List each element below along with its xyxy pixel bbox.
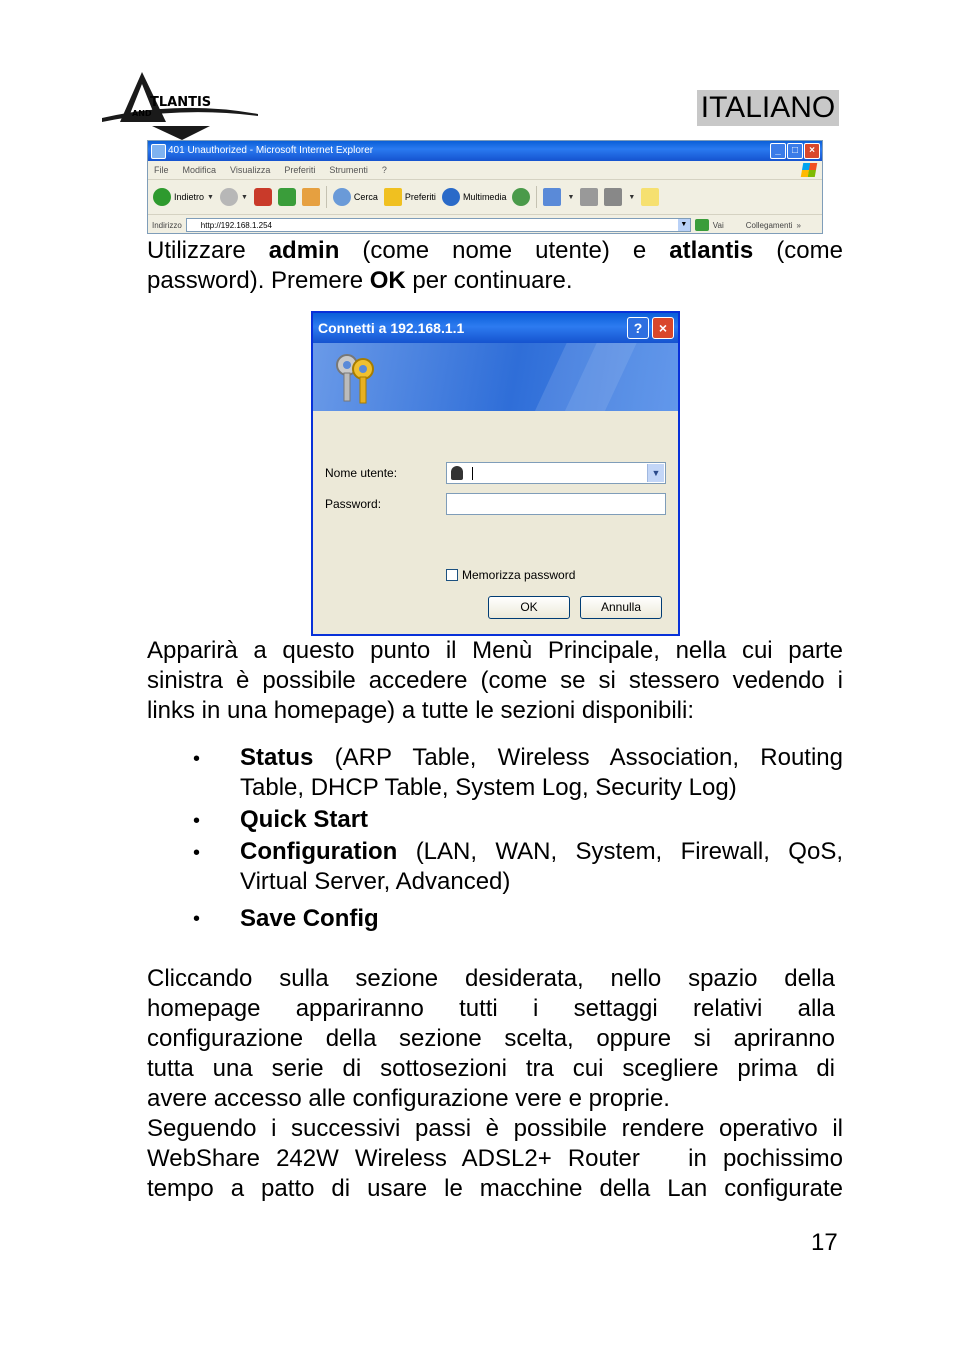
menu-file[interactable]: File: [154, 165, 169, 175]
search-button[interactable]: [333, 188, 378, 206]
back-arrow-icon: [153, 188, 171, 206]
home-icon[interactable]: [302, 188, 320, 206]
menu-strumenti[interactable]: Strumenti: [329, 165, 368, 175]
bullet-icon: •: [193, 748, 201, 770]
toolbar-separator: [326, 186, 327, 208]
favorites-button[interactable]: [384, 188, 436, 206]
atlantis-logo: [100, 70, 260, 140]
ie-address-bar: [148, 215, 822, 234]
ie-window: [147, 140, 823, 234]
text-cursor: [472, 467, 473, 480]
dialog-banner: [313, 343, 678, 411]
ie-title-text: 401 Unauthorized - Microsoft Internet Explorer: [168, 145, 374, 156]
password-field[interactable]: [446, 493, 666, 515]
star-icon: [384, 188, 402, 206]
ie-toolbar: [148, 180, 822, 215]
text-line: tempo a patto di usare le macchine della Lan configurate: [147, 1175, 843, 1202]
section-click-paragraph: [147, 964, 835, 1114]
text-line: Virtual Server, Advanced): [240, 868, 511, 895]
chevron-down-icon[interactable]: ▼: [567, 193, 575, 201]
svg-text:TLANTIS: TLANTIS: [150, 95, 212, 110]
links-more-icon[interactable]: »: [796, 220, 801, 230]
go-arrow-icon[interactable]: [695, 219, 709, 231]
go-button[interactable]: Vai: [712, 220, 724, 230]
menu-preferiti[interactable]: Preferiti: [284, 165, 316, 175]
text-line: Status (ARP Table, Wireless Association, Routing: [240, 744, 843, 771]
help-button[interactable]: ?: [627, 317, 649, 339]
minimize-button[interactable]: _: [770, 143, 786, 159]
text-line: WebShare 242W Wireless ADSL2+ Router in pochissimo: [147, 1145, 843, 1172]
intro-line-1: Utilizzare admin (come nome utente) e atlantis (come: [147, 237, 843, 264]
multimedia-label: Multimedia: [462, 192, 507, 202]
back-label: Indietro: [174, 192, 205, 202]
bullet-status: [240, 743, 843, 803]
text-line: Quick Start: [240, 806, 369, 833]
menu-description-paragraph: [147, 636, 843, 726]
dialog-title: Connetti a 192.168.1.1: [318, 320, 465, 336]
text-line: Seguendo i successivi passi è possibile rendere operativo il: [147, 1115, 843, 1142]
intro-line-2: password). Premere OK per continuare.: [147, 267, 573, 294]
media-icon: [442, 188, 460, 206]
close-button[interactable]: ×: [804, 143, 820, 159]
windows-flag-icon: [801, 163, 817, 177]
next-steps-paragraph: [147, 1114, 843, 1204]
remember-password-label: Memorizza password: [462, 568, 576, 582]
search-icon: [333, 188, 351, 206]
menu-help[interactable]: ?: [381, 165, 387, 175]
back-button[interactable]: [153, 188, 214, 206]
chevron-down-icon[interactable]: ▼: [647, 464, 664, 482]
cancel-button[interactable]: Annulla: [580, 596, 662, 619]
bullet-icon: •: [193, 810, 201, 832]
links-label[interactable]: Collegamenti: [745, 220, 793, 230]
toolbar-separator: [536, 186, 537, 208]
chevron-down-icon[interactable]: ▼: [678, 219, 690, 231]
maximize-button[interactable]: □: [787, 143, 803, 159]
username-label: Nome utente:: [325, 466, 398, 480]
remember-password-checkbox[interactable]: [446, 568, 575, 582]
print-icon[interactable]: [580, 188, 598, 206]
search-label: Cerca: [353, 192, 378, 202]
text-line: avere accesso alle configurazione vere e proprie.: [147, 1085, 670, 1112]
ie-app-icon: [151, 144, 166, 159]
edit-icon[interactable]: [604, 188, 622, 206]
forward-arrow-icon: [220, 188, 238, 206]
multimedia-button[interactable]: [442, 188, 507, 206]
password-label: Password:: [325, 497, 382, 511]
login-dialog: [311, 311, 680, 636]
menu-visualizza[interactable]: Visualizza: [230, 165, 271, 175]
page-number: 17: [811, 1229, 838, 1256]
text-line: sinistra è possibile accedere (come se si stessero vedendo i: [147, 667, 843, 694]
ok-button[interactable]: OK: [488, 596, 570, 619]
menu-modifica[interactable]: Modifica: [182, 165, 217, 175]
keys-icon: [331, 351, 383, 405]
text-line: Table, DHCP Table, System Log, Security Log): [240, 774, 737, 801]
favorites-label: Preferiti: [404, 192, 436, 202]
stop-icon[interactable]: [254, 188, 272, 206]
forward-button[interactable]: [220, 188, 248, 206]
chevron-down-icon[interactable]: ▼: [628, 193, 636, 201]
address-input[interactable]: [186, 218, 691, 232]
text-line: Apparirà a questo punto il Menù Principale, nella cui parte: [147, 637, 843, 664]
checkbox-box[interactable]: [446, 569, 458, 581]
text-line: configurazione della sezione scelta, oppure si apriranno: [147, 1025, 835, 1052]
mail-icon[interactable]: [543, 188, 561, 206]
text-line: links in una homepage) a tutte le sezioni disponibili:: [147, 697, 694, 724]
chevron-down-icon[interactable]: ▼: [240, 193, 248, 201]
note-icon[interactable]: [641, 188, 659, 206]
intro-paragraph: [147, 236, 843, 296]
bullet-save-config: [240, 904, 843, 934]
text-line: homepage appariranno tutti i settaggi relativi alla: [147, 995, 835, 1022]
chevron-down-icon[interactable]: ▼: [207, 193, 214, 201]
address-value: http://192.168.1.254: [200, 221, 272, 230]
text-line: Save Config: [240, 905, 379, 932]
svg-text:AND: AND: [132, 109, 152, 118]
ie-menu-bar: [148, 161, 822, 180]
language-label: ITALIANO: [697, 90, 839, 126]
bullet-icon: •: [193, 842, 201, 864]
text-line: Configuration (LAN, WAN, System, Firewall, QoS,: [240, 838, 843, 865]
history-icon[interactable]: [512, 188, 530, 206]
bullet-configuration: [240, 837, 843, 897]
user-icon: [451, 466, 463, 480]
dialog-title-bar: [313, 313, 678, 343]
refresh-icon[interactable]: [278, 188, 296, 206]
username-field[interactable]: [446, 462, 666, 484]
text-line: Cliccando sulla sezione desiderata, nello spazio della: [147, 965, 835, 992]
ie-title-bar: [148, 141, 822, 161]
dialog-close-button[interactable]: ×: [652, 317, 674, 339]
text-line: tutta una serie di sottosezioni tra cui scegliere prima di: [147, 1055, 835, 1082]
bullet-icon: •: [193, 908, 201, 930]
bullet-quick-start: [240, 805, 843, 835]
address-label: Indirizzo: [152, 220, 182, 230]
